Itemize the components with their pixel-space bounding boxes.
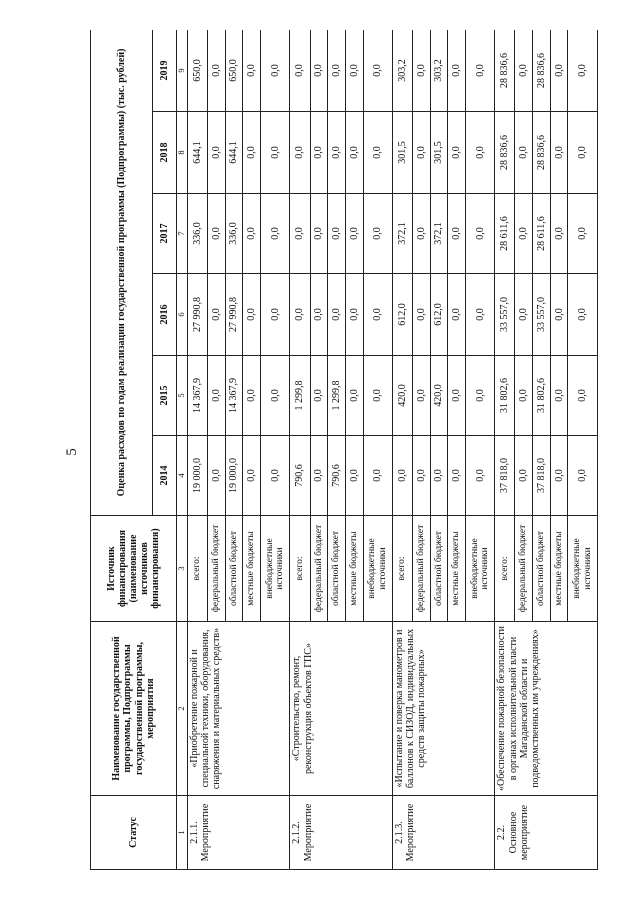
value-cell: 31 802,6 <box>533 356 551 436</box>
value-cell: 0,0 <box>412 30 430 112</box>
value-cell: 28 611,6 <box>533 194 551 274</box>
value-cell: 0,0 <box>310 112 328 194</box>
column-number: 1 <box>177 796 188 870</box>
funding-source: федеральный бюджет <box>412 516 430 622</box>
year-header: 2016 <box>153 274 177 356</box>
funding-source: федеральный бюджет <box>515 516 533 622</box>
value-cell: 650,0 <box>225 30 243 112</box>
value-cell: 0,0 <box>261 356 290 436</box>
value-cell: 28 836,6 <box>533 30 551 112</box>
funding-source: местные бюджеты <box>550 516 568 622</box>
value-cell: 1 299,8 <box>328 356 346 436</box>
item-type: Мероприятие <box>302 803 314 862</box>
value-cell: 0,0 <box>466 194 495 274</box>
value-cell: 0,0 <box>208 194 226 274</box>
value-cell: 644,1 <box>188 112 208 194</box>
item-code: 2.2. <box>496 825 508 840</box>
value-cell: 0,0 <box>243 112 261 194</box>
value-cell: 372,1 <box>430 194 448 274</box>
value-cell: 0,0 <box>261 436 290 516</box>
value-cell: 0,0 <box>568 274 598 356</box>
item-name: «Приобретение пожарной и специальной техники, оборудования, снаряжения и материальных средств» <box>188 622 290 796</box>
value-cell: 303,2 <box>430 30 448 112</box>
value-cell: 33 557,0 <box>495 274 515 356</box>
rotated-table-area <box>90 30 598 870</box>
value-cell: 420,0 <box>430 356 448 436</box>
value-cell: 0,0 <box>363 436 392 516</box>
value-cell: 0,0 <box>310 356 328 436</box>
value-cell: 301,5 <box>392 112 412 194</box>
value-cell: 0,0 <box>208 30 226 112</box>
value-cell: 0,0 <box>568 112 598 194</box>
status-cell <box>188 796 290 870</box>
value-cell: 0,0 <box>290 274 310 356</box>
value-cell: 0,0 <box>345 112 363 194</box>
funding-source: областной бюджет <box>328 516 346 622</box>
value-cell: 0,0 <box>412 274 430 356</box>
item-type: Мероприятие <box>405 803 417 862</box>
funding-source: внебюджетные источники <box>261 516 290 622</box>
value-cell: 28 836,6 <box>533 112 551 194</box>
value-cell: 0,0 <box>466 436 495 516</box>
funding-source: областной бюджет <box>533 516 551 622</box>
value-cell: 28 836,6 <box>495 112 515 194</box>
item-type: Мероприятие <box>200 803 212 862</box>
value-cell: 0,0 <box>243 194 261 274</box>
value-cell: 0,0 <box>290 194 310 274</box>
value-cell: 0,0 <box>363 356 392 436</box>
funding-source: внебюджетные источники <box>466 516 495 622</box>
value-cell: 0,0 <box>345 194 363 274</box>
value-cell: 0,0 <box>363 274 392 356</box>
value-cell: 0,0 <box>328 274 346 356</box>
value-cell: 0,0 <box>550 274 568 356</box>
value-cell: 0,0 <box>243 356 261 436</box>
header-estimate: Оценка расходов по годам реализации государственной программы (Подпрограммы) (тыс. рублей) <box>91 30 153 516</box>
value-cell: 0,0 <box>550 30 568 112</box>
value-cell: 612,0 <box>430 274 448 356</box>
value-cell: 336,0 <box>225 194 243 274</box>
value-cell: 0,0 <box>466 356 495 436</box>
value-cell: 28 836,6 <box>495 30 515 112</box>
value-cell: 372,1 <box>392 194 412 274</box>
year-header: 2014 <box>153 436 177 516</box>
header-source: Источник финансирования (наименование источников финансирования) <box>91 516 177 622</box>
value-cell: 650,0 <box>188 30 208 112</box>
value-cell: 303,2 <box>392 30 412 112</box>
value-cell: 37 818,0 <box>495 436 515 516</box>
item-code: 2.1.1. <box>189 821 200 844</box>
funding-source: местные бюджеты <box>243 516 261 622</box>
value-cell: 0,0 <box>550 436 568 516</box>
status-cell <box>495 796 598 870</box>
value-cell: 0,0 <box>290 30 310 112</box>
value-cell: 0,0 <box>310 194 328 274</box>
value-cell: 336,0 <box>188 194 208 274</box>
value-cell: 0,0 <box>310 436 328 516</box>
value-cell: 0,0 <box>515 194 533 274</box>
header-name: Наименование государственной программы, Подпрограммы государственной программы, мероприятия <box>91 622 177 796</box>
value-cell: 0,0 <box>392 436 412 516</box>
item-type: Основное мероприятие <box>507 804 530 861</box>
value-cell: 0,0 <box>345 356 363 436</box>
value-cell: 0,0 <box>550 194 568 274</box>
value-cell: 0,0 <box>261 30 290 112</box>
value-cell: 0,0 <box>363 112 392 194</box>
column-number: 7 <box>177 194 188 274</box>
funding-source: всего: <box>392 516 412 622</box>
funding-source: всего: <box>495 516 515 622</box>
funding-source: местные бюджеты <box>448 516 466 622</box>
value-cell: 0,0 <box>550 356 568 436</box>
item-code: 2.1.3. <box>393 821 405 844</box>
value-cell: 0,0 <box>328 30 346 112</box>
value-cell: 0,0 <box>208 112 226 194</box>
column-number: 5 <box>177 356 188 436</box>
column-number: 2 <box>177 622 188 796</box>
value-cell: 0,0 <box>208 356 226 436</box>
funding-source: федеральный бюджет <box>208 516 226 622</box>
column-number: 8 <box>177 112 188 194</box>
status-cell <box>392 796 494 870</box>
value-cell: 0,0 <box>208 274 226 356</box>
value-cell: 0,0 <box>261 112 290 194</box>
header-status: Статус <box>91 796 177 870</box>
value-cell: 301,5 <box>430 112 448 194</box>
value-cell: 0,0 <box>448 274 466 356</box>
value-cell: 28 611,6 <box>495 194 515 274</box>
value-cell: 14 367,9 <box>225 356 243 436</box>
value-cell: 0,0 <box>310 274 328 356</box>
value-cell: 0,0 <box>345 274 363 356</box>
value-cell: 644,1 <box>225 112 243 194</box>
value-cell: 0,0 <box>412 436 430 516</box>
column-number: 6 <box>177 274 188 356</box>
column-number: 3 <box>177 516 188 622</box>
value-cell: 0,0 <box>448 436 466 516</box>
value-cell: 27 990,8 <box>225 274 243 356</box>
value-cell: 0,0 <box>448 30 466 112</box>
value-cell: 0,0 <box>328 112 346 194</box>
funding-source: областной бюджет <box>430 516 448 622</box>
year-header: 2015 <box>153 356 177 436</box>
value-cell: 0,0 <box>515 30 533 112</box>
value-cell: 0,0 <box>345 436 363 516</box>
funding-source: областной бюджет <box>225 516 243 622</box>
value-cell: 420,0 <box>392 356 412 436</box>
value-cell: 33 557,0 <box>533 274 551 356</box>
value-cell: 37 818,0 <box>533 436 551 516</box>
value-cell: 27 990,8 <box>188 274 208 356</box>
value-cell: 0,0 <box>568 356 598 436</box>
value-cell: 0,0 <box>290 112 310 194</box>
value-cell: 0,0 <box>243 274 261 356</box>
value-cell: 790,6 <box>290 436 310 516</box>
table-row <box>188 30 208 870</box>
value-cell: 0,0 <box>448 194 466 274</box>
value-cell: 0,0 <box>515 436 533 516</box>
value-cell: 0,0 <box>345 30 363 112</box>
table-row <box>495 30 515 870</box>
year-header: 2017 <box>153 194 177 274</box>
item-name: «Обеспечение пожарной безопасности в органах исполнительной власти Магаданской области и подведомственных им учреждениях» <box>495 622 598 796</box>
value-cell: 0,0 <box>261 274 290 356</box>
value-cell: 0,0 <box>412 356 430 436</box>
value-cell: 0,0 <box>412 112 430 194</box>
value-cell: 0,0 <box>515 112 533 194</box>
value-cell: 0,0 <box>568 436 598 516</box>
funding-source: федеральный бюджет <box>310 516 328 622</box>
column-number: 9 <box>177 30 188 112</box>
value-cell: 0,0 <box>430 436 448 516</box>
table-row <box>392 30 412 870</box>
value-cell: 0,0 <box>466 112 495 194</box>
value-cell: 1 299,8 <box>290 356 310 436</box>
budget-table <box>90 30 598 870</box>
value-cell: 790,6 <box>328 436 346 516</box>
value-cell: 0,0 <box>363 194 392 274</box>
table-row <box>290 30 310 870</box>
value-cell: 0,0 <box>550 112 568 194</box>
funding-source: всего: <box>188 516 208 622</box>
value-cell: 0,0 <box>568 194 598 274</box>
status-cell <box>290 796 392 870</box>
value-cell: 0,0 <box>328 194 346 274</box>
value-cell: 0,0 <box>448 112 466 194</box>
column-number: 4 <box>177 436 188 516</box>
value-cell: 0,0 <box>466 274 495 356</box>
funding-source: местные бюджеты <box>345 516 363 622</box>
value-cell: 0,0 <box>310 30 328 112</box>
value-cell: 0,0 <box>515 356 533 436</box>
value-cell: 0,0 <box>412 194 430 274</box>
item-name: «Строительство, ремонт, реконструкция объектов ГПС» <box>290 622 392 796</box>
value-cell: 0,0 <box>261 194 290 274</box>
value-cell: 0,0 <box>466 30 495 112</box>
value-cell: 0,0 <box>208 436 226 516</box>
year-header: 2018 <box>153 112 177 194</box>
funding-source: внебюджетные источники <box>568 516 598 622</box>
value-cell: 0,0 <box>448 356 466 436</box>
value-cell: 0,0 <box>363 30 392 112</box>
value-cell: 0,0 <box>515 274 533 356</box>
year-header: 2019 <box>153 30 177 112</box>
item-name: «Испытание и поверка манометров и баллонов к СИЗОД, индивидуальных средств защиты пожарных» <box>392 622 494 796</box>
value-cell: 19 000,0 <box>225 436 243 516</box>
page-number: 5 <box>63 448 80 456</box>
value-cell: 31 802,6 <box>495 356 515 436</box>
funding-source: внебюджетные источники <box>363 516 392 622</box>
value-cell: 612,0 <box>392 274 412 356</box>
value-cell: 0,0 <box>243 30 261 112</box>
value-cell: 19 000,0 <box>188 436 208 516</box>
value-cell: 14 367,9 <box>188 356 208 436</box>
item-code: 2.1.2. <box>291 821 303 844</box>
value-cell: 0,0 <box>243 436 261 516</box>
value-cell: 0,0 <box>568 30 598 112</box>
funding-source: всего: <box>290 516 310 622</box>
